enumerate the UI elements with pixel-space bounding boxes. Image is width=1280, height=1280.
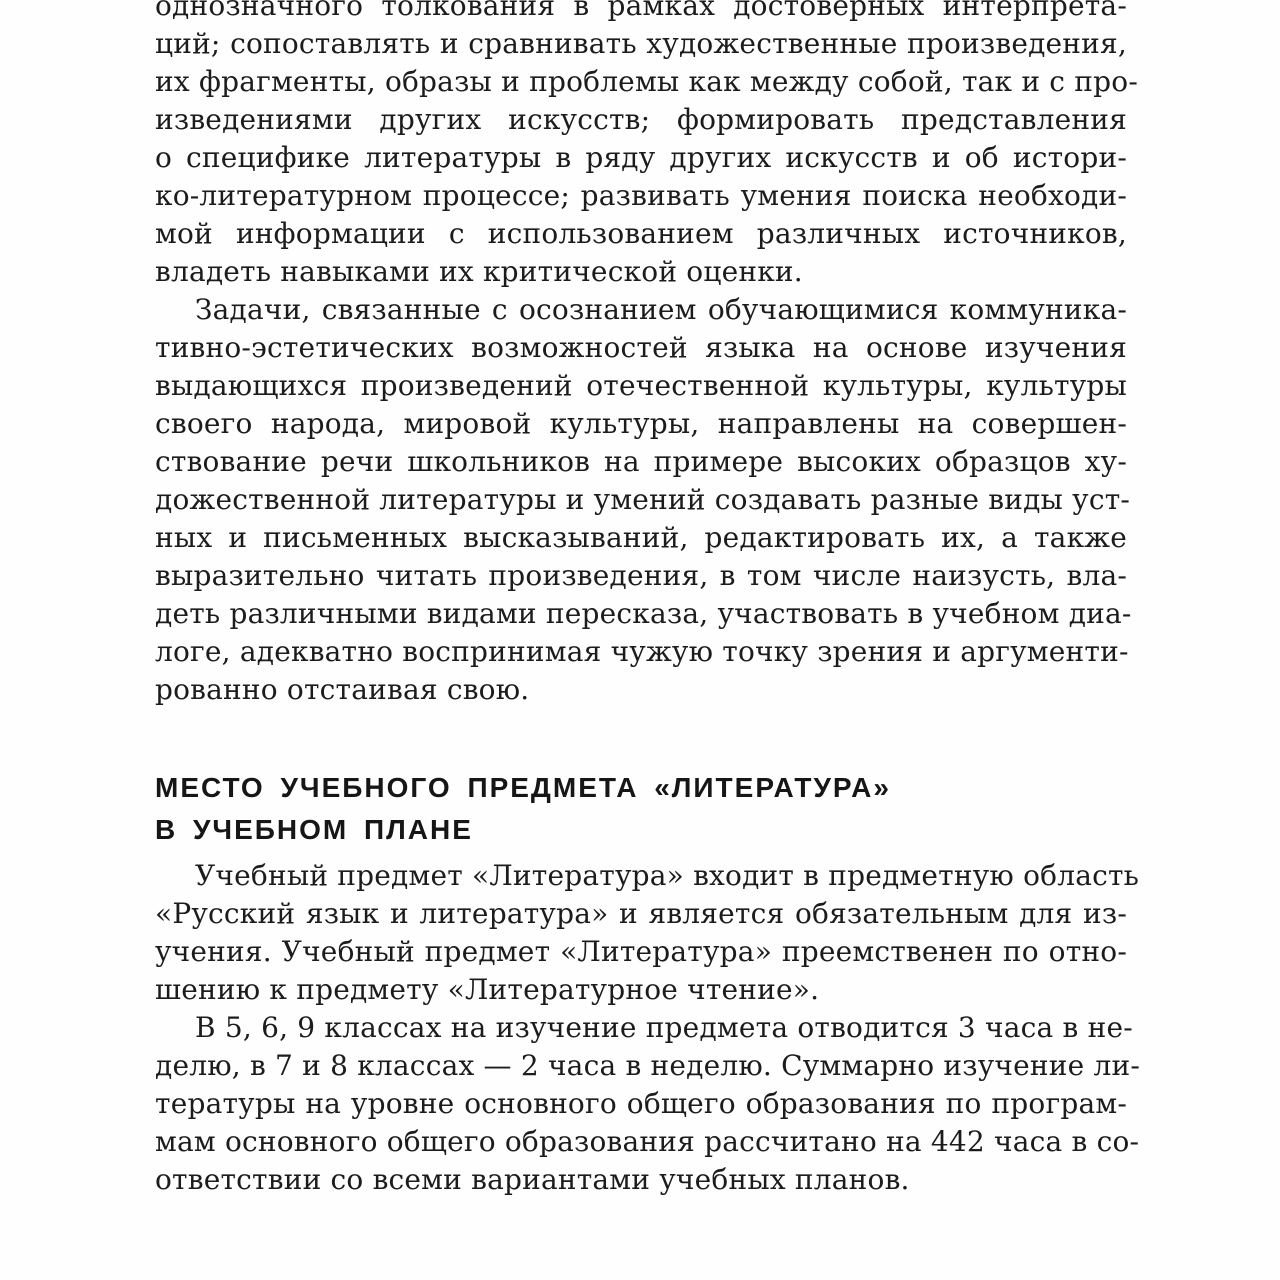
text-line: учения. Учебный предмет «Литература» преемственен по отно- — [155, 935, 1127, 968]
text-line: мам основного общего образования рассчитано на 442 часа в со- — [155, 1125, 1140, 1158]
text-line: тературы на уровне основного общего образования по програм- — [155, 1087, 1127, 1120]
text-line: выдающихся произведений отечественной культуры, культуры — [155, 369, 1127, 402]
text-line: ствование речи школьников на примере высоких образцов ху- — [155, 445, 1127, 478]
text-line: их фрагменты, образы и проблемы как между собой, так и с про- — [155, 65, 1138, 98]
text-line: владеть навыками их критической оценки. — [155, 255, 803, 288]
section-heading-line: МЕСТО УЧЕБНОГО ПРЕДМЕТА «ЛИТЕРАТУРА» — [155, 772, 891, 803]
text-line: мой информации с использованием различных источников, — [155, 217, 1127, 250]
text-line: выразительно читать произведения, в том числе наизусть, вла- — [155, 559, 1127, 592]
text-line: о специфике литературы в ряду других искусств и об истори- — [155, 141, 1127, 174]
text-line: рованно отстаивая свою. — [155, 673, 530, 706]
text-line: логе, адекватно воспринимая чужую точку зрения и аргументи- — [155, 635, 1129, 668]
text-line: ных и письменных высказываний, редактировать их, а также — [155, 521, 1127, 554]
text-line: делю, в 7 и 8 классах — 2 часа в неделю. Суммарно изучение ли- — [155, 1049, 1141, 1082]
text-line: дожественной литературы и умений создавать разные виды уст- — [155, 483, 1131, 516]
section-heading — [155, 767, 1127, 851]
text-line: своего народа, мировой культуры, направлены на совершен- — [155, 407, 1127, 440]
text-line: Задачи, связанные с осознанием обучающимися коммуника- — [195, 293, 1127, 326]
text-line: «Русский язык и литература» и является обязательным для из- — [155, 897, 1127, 930]
text-line: однозначного толкования в рамках достоверных интерпрета- — [155, 0, 1127, 22]
text-line: деть различными видами пересказа, участвовать в учебном диа- — [155, 597, 1132, 630]
paragraph-subject-area — [155, 857, 1140, 1009]
text-line: изведениями других искусств; формировать представления — [155, 103, 1127, 136]
text-line: тивно-эстетических возможностей языка на основе изучения — [155, 331, 1127, 364]
paragraph-continued-from-previous-page — [155, 0, 1138, 291]
text-line: Учебный предмет «Литература» входит в предметную область — [195, 859, 1140, 892]
paragraph-tasks — [155, 291, 1132, 709]
paragraph-hours — [155, 1009, 1141, 1199]
text-line: шению к предмету «Литературное чтение». — [155, 973, 820, 1006]
text-line: ответствии со всеми вариантами учебных планов. — [155, 1163, 910, 1196]
text-line: В 5, 6, 9 классах на изучение предмета отводится 3 часа в не- — [195, 1011, 1133, 1044]
text-line: ко-литературном процессе; развивать умения поиска необходи- — [155, 179, 1127, 212]
text-line: ций; сопоставлять и сравнивать художественные произведения, — [155, 27, 1127, 60]
section-heading-line: В УЧЕБНОМ ПЛАНЕ — [155, 814, 473, 845]
